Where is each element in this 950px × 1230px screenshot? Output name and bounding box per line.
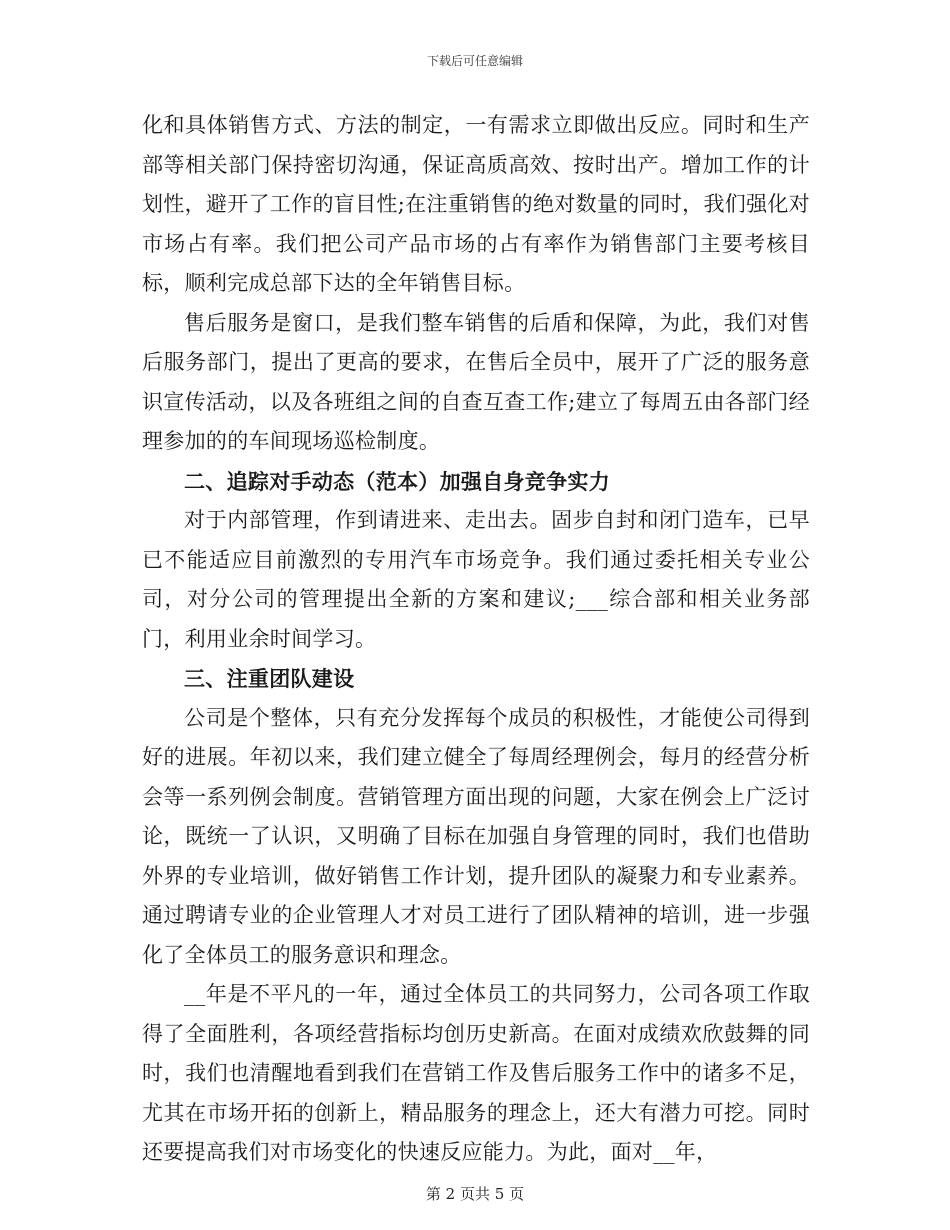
page-footer: 第 2 页共 5 页 (425, 1185, 525, 1203)
paragraph-internal-management: 对于内部管理，作到请进来、走出去。固步自封和闭门造车，已早已不能适应目前激烈的专用汽车市场竞争。我们通过委托相关专业公司，对分公司的管理提出全新的方案和建议;___综合部和相关业务部门，利用业余时间学习。 (142, 508, 810, 651)
paragraph-team-building: 公司是个整体，只有充分发挥每个成员的积极性，才能使公司得到好的进展。年初以来，我们建立健全了每周经理例会，每月的经营分析会等一系列例会制度。营销管理方面出现的问题，大家在例会上广泛讨论，既统一了认识，又明确了目标在加强自身管理的同时，我们也借助外界的专业培训，做好销售工作计划，提升团队的凝聚力和专业素养。通过聘请专业的企业管理人才对员工进行了团队精神的培训，进一步强化了全体员工的服务意识和理念。 (142, 705, 810, 967)
paragraph-after-sales-service: 售后服务是窗口，是我们整车销售的后盾和保障，为此，我们对售后服务部门，提出了更高的要求，在售后全员中，展开了广泛的服务意识宣传活动，以及各班组之间的自查互查工作;建立了每周五由各部门经理参加的的车间现场巡检制度。 (142, 310, 810, 453)
document-body (142, 106, 810, 1173)
page-header: 下载后可任意编辑 (426, 54, 523, 68)
section-heading-team-building: 三、注重团队建设 (184, 666, 355, 691)
section-heading-competitor-tracking: 二、追踪对手动态（范本）加强自身竞争实力 (184, 468, 610, 494)
paragraph-sales-method: 化和具体销售方式、方法的制定，一有需求立即做出反应。同时和生产部等相关部门保持密切沟通，保证高质高效、按时出产。增加工作的计划性，避开了工作的盲目性;在注重销售的绝对数量的同时，我们强化对市场占有率。我们把公司产品市场的占有率作为销售部门主要考核目标，顺利完成总部下达的全年销售目标。 (142, 113, 810, 295)
paragraph-year-summary: __年是不平凡的一年，通过全体员工的共同努力，公司各项工作取得了全面胜利，各项经营指标均创历史新高。在面对成绩欢欣鼓舞的同时，我们也清醒地看到我们在营销工作及售后服务工作中的诸多不足，尤其在市场开拓的创新上，精品服务的理念上，还大有潜力可挖。同时还要提高我们对市场变化的快速反应能力。为此，面对__年， (142, 982, 810, 1164)
